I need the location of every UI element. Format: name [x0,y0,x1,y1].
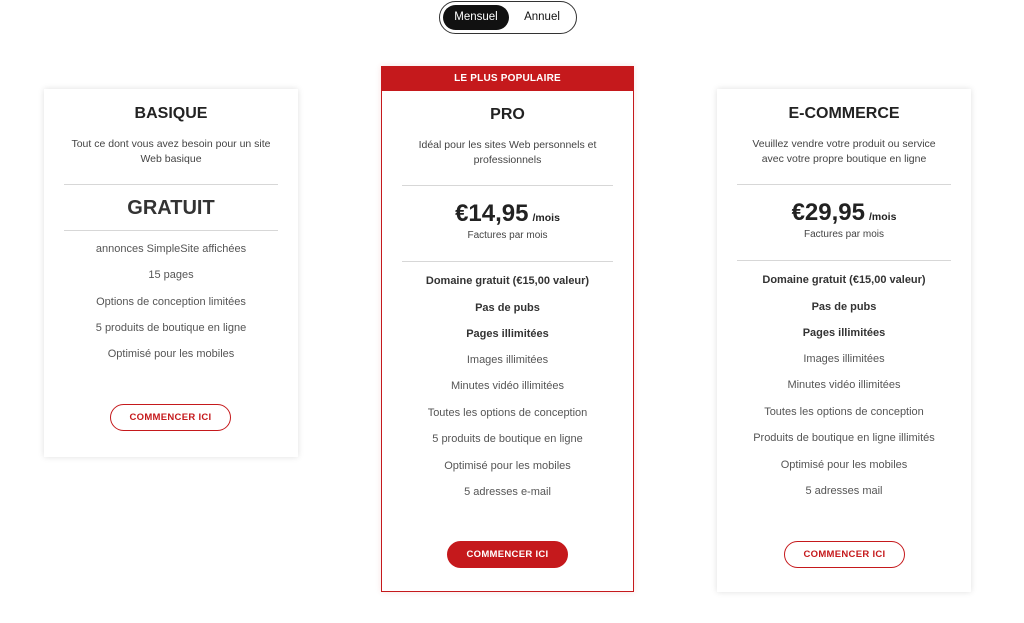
feature-item: Domaine gratuit (€15,00 valeur) [425,275,590,287]
divider [402,185,613,186]
feature-item: 5 produits de boutique en ligne [432,433,583,445]
feature-item: Images illimitées [466,354,549,366]
plan-price: GRATUIT [127,197,215,219]
plan-name: BASIQUE [134,105,208,122]
feature-item: Images illimitées [803,353,885,365]
popular-badge: LE PLUS POPULAIRE [382,67,633,91]
divider [64,230,278,231]
plan-name: E-COMMERCE [788,105,900,122]
price-period: /mois [532,212,560,224]
price-amount: €29,95 [791,199,865,226]
divider [64,184,278,185]
start-button-ecommerce[interactable]: COMMENCER ICI [784,541,905,568]
feature-item: 5 adresses e-mail [464,486,551,498]
feature-item: annonces SimpleSite affichées [95,243,247,255]
start-button-basic[interactable]: COMMENCER ICI [110,404,231,431]
divider [402,261,613,262]
price-period: /mois [868,211,897,223]
billing-note: Factures par mois [803,229,885,240]
plan-description: Idéal pour les sites Web personnels et professionnels [418,139,597,166]
feature-item: Pages illimitées [802,327,886,339]
divider [737,260,951,261]
start-button-pro[interactable]: COMMENCER ICI [447,541,568,568]
feature-item: Toutes les options de conception [764,406,924,418]
feature-item: Toutes les options de conception [427,407,588,419]
divider [737,184,951,185]
feature-item: Optimisé pour les mobiles [444,460,571,472]
plan-card-ecommerce [717,89,971,592]
feature-item: 5 produits de boutique en ligne [95,322,247,334]
feature-item: Pages illimitées [466,328,549,340]
toggle-yearly[interactable]: Annuel [524,11,560,23]
feature-item: Optimisé pour les mobiles [780,459,908,471]
feature-item: Optimisé pour les mobiles [107,348,235,360]
feature-item: Minutes vidéo illimitées [787,379,901,391]
feature-item: Domaine gratuit (€15,00 valeur) [762,274,926,286]
billing-toggle[interactable] [439,1,577,34]
plan-price [382,200,633,228]
feature-item: Minutes vidéo illimitées [450,380,565,392]
feature-item: Pas de pubs [475,302,540,314]
feature-item: Pas de pubs [811,301,877,313]
feature-item: Produits de boutique en ligne illimités [753,432,935,444]
billing-note: Factures par mois [467,230,548,241]
plan-name: PRO [490,106,525,123]
plan-description: Veuillez vendre votre produit ou service avec votre propre boutique en ligne [752,138,936,165]
feature-item: 5 adresses mail [805,485,883,497]
toggle-monthly[interactable]: Mensuel [443,5,509,30]
plan-description: Tout ce dont vous avez besoin pour un site Web basique [71,138,271,165]
feature-item: Options de conception limitées [96,296,246,308]
plan-card-pro [381,66,634,592]
feature-item: 15 pages [148,269,194,281]
price-amount: €14,95 [455,200,529,227]
plan-price [717,199,971,227]
plan-card-basic [44,89,298,457]
